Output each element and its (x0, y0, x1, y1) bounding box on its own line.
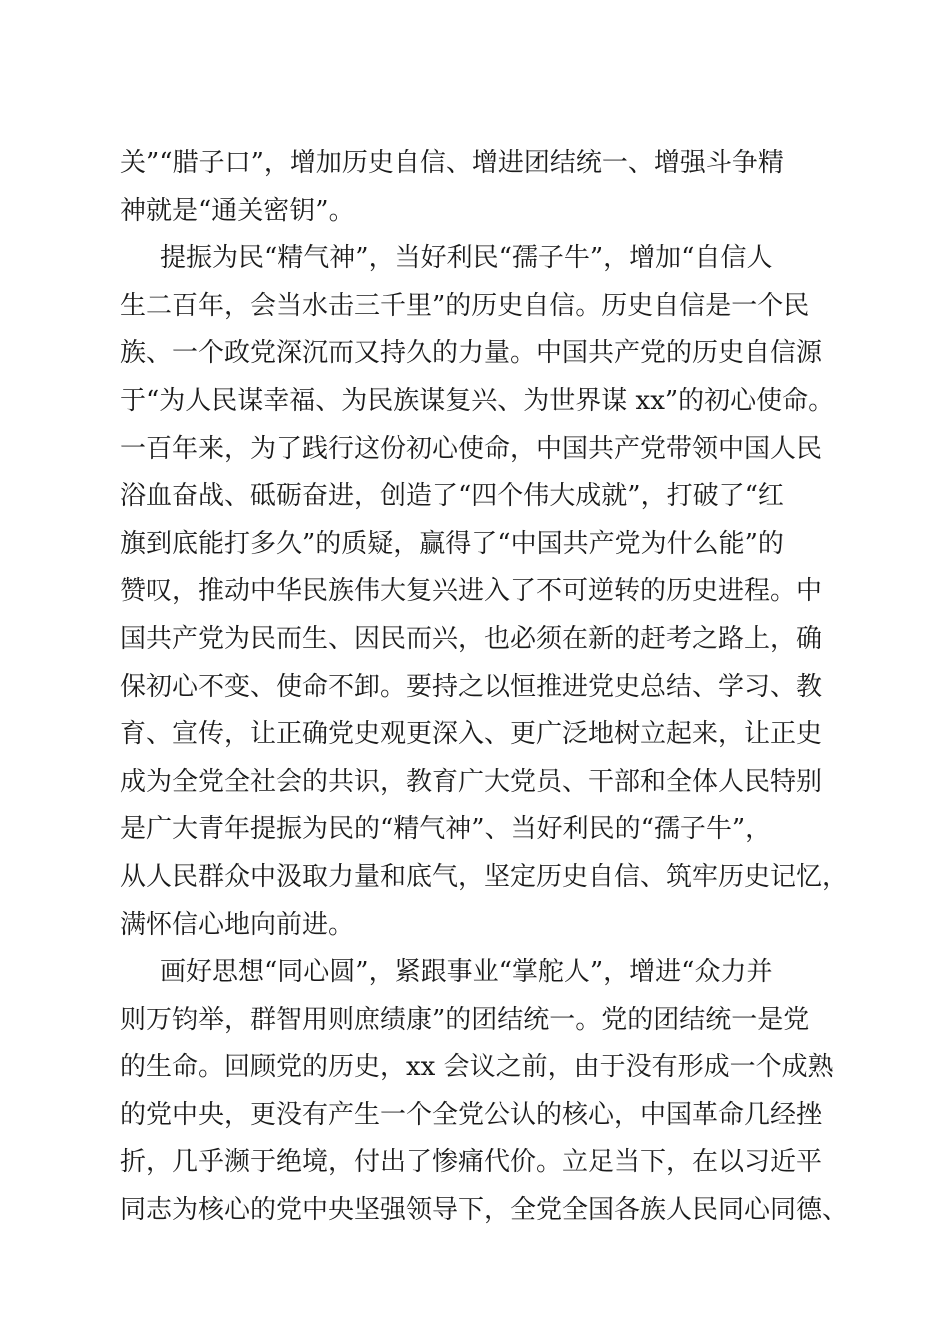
text-line: 从人民群众中汲取力量和底气，坚定历史自信、筑牢历史记忆， (120, 861, 849, 892)
text-line: 是广大青年提振为民的“精气神”、当好利民的“孺子牛”， (120, 814, 772, 845)
paragraph-historical-confidence (120, 235, 849, 949)
text-line: 提振为民“精气神”，当好利民“孺子牛”，增加“自信人 (160, 243, 773, 274)
text-line: 画好思想“同心圆”，紧跟事业“掌舵人”，增进“众力并 (160, 957, 773, 988)
text-line: 生二百年，会当水击三千里”的历史自信。历史自信是一个民 (120, 290, 810, 321)
text-line: 则万钧举，群智用则庶绩康”的团结统一。党的团结统一是党 (120, 1004, 810, 1035)
text-line: 的生命。回顾党的历史，xx 会议之前，由于没有形成一个成熟 (120, 1052, 834, 1083)
text-line: 于“为人民谋幸福、为民族谋复兴、为世界谋 xx”的初心使命。 (120, 385, 835, 416)
text-line: 旗到底能打多久”的质疑，赢得了“中国共产党为什么能”的 (120, 528, 784, 559)
text-line: 赞叹，推动中华民族伟大复兴进入了不可逆转的历史进程。中 (120, 576, 823, 607)
text-line: 满怀信心地向前进。 (120, 909, 355, 940)
text-line: 同志为核心的党中央坚强领导下，全党全国各族人民同心同德、 (120, 1195, 849, 1226)
text-line: 的党中央，更没有产生一个全党公认的核心，中国革命几经挫 (120, 1099, 823, 1130)
text-line: 成为全党全社会的共识，教育广大党员、干部和全体人民特别 (120, 766, 823, 797)
text-line: 折，几乎濒于绝境，付出了惨痛代价。立足当下，在以习近平 (120, 1147, 823, 1178)
text-line: 国共产党为民而生、因民而兴，也必须在新的赶考之路上，确 (120, 623, 823, 654)
text-line: 神就是“通关密钥”。 (120, 195, 355, 226)
text-line: 保初心不变、使命不卸。要持之以恒推进党史总结、学习、教 (120, 671, 823, 702)
text-line: 关”“腊子口”，增加历史自信、增进团结统一、增强斗争精 (120, 148, 784, 178)
text-line: 育、宣传，让正确党史观更深入、更广泛地树立起来，让正史 (120, 719, 823, 750)
document-body (120, 140, 849, 1235)
text-line: 一百年来，为了践行这份初心使命，中国共产党带领中国人民 (120, 433, 823, 464)
text-line: 族、一个政党深沉而又持久的力量。中国共产党的历史自信源 (120, 338, 823, 369)
paragraph-continuation (120, 140, 840, 235)
paragraph-unity (120, 949, 849, 1235)
text-line: 浴血奋战、砥砺奋进，创造了“四个伟大成就”，打破了“红 (120, 481, 784, 512)
